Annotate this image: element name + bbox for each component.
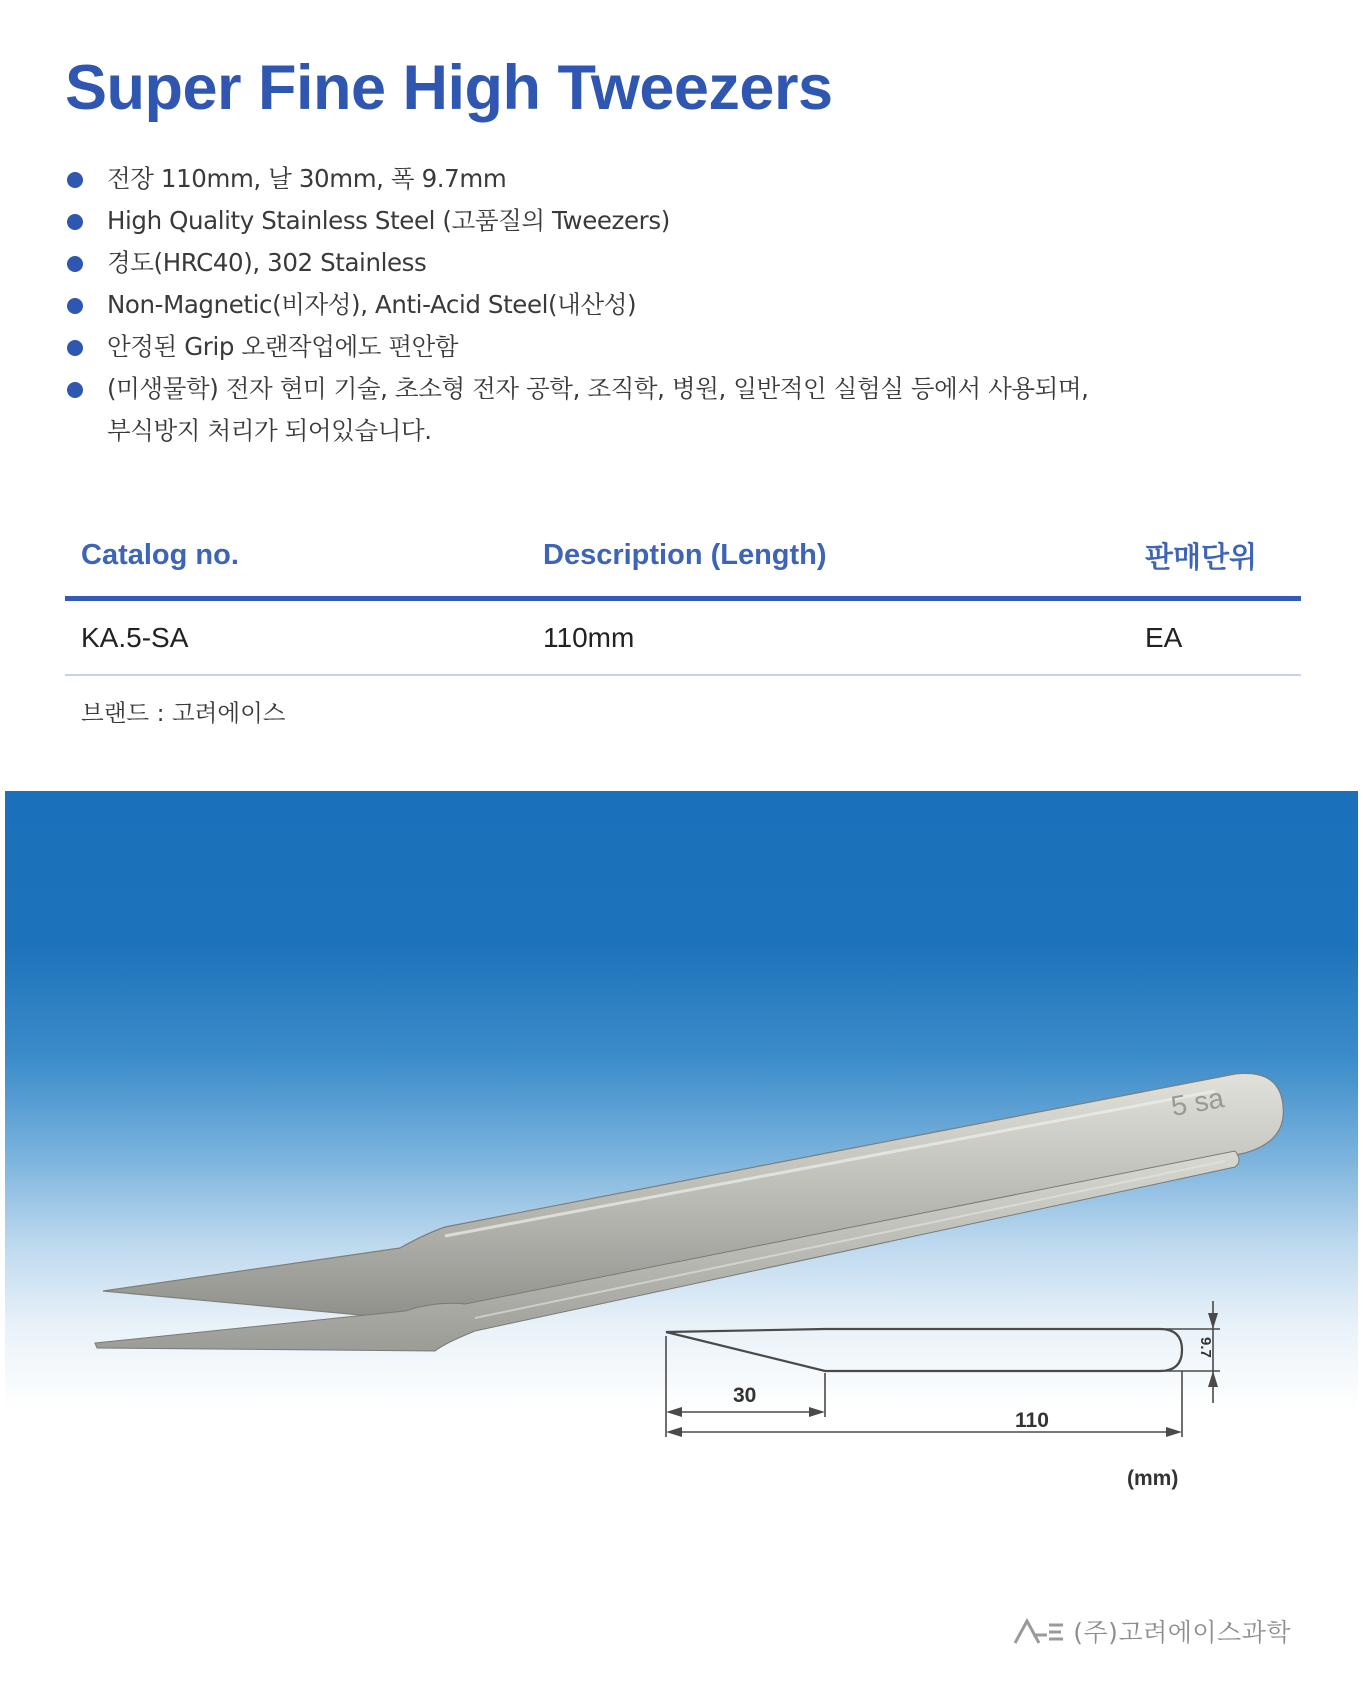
company-footer [1013,1613,1291,1649]
bullet-icon [67,340,83,356]
spec-table [65,524,1301,676]
feature-item [65,368,1215,452]
bullet-icon [67,172,83,188]
tweezers-icon [95,1073,1283,1351]
dimension-length-label: 110 [1015,1409,1049,1432]
tweezers-illustration [5,791,1358,1496]
dimension-width-label: 9.7 [1197,1337,1214,1358]
dimension-arrows [666,1313,1218,1437]
feature-text: 경도(HRC40), 302 Stainless [107,248,427,277]
bullet-icon [67,382,83,398]
feature-item [65,158,1215,200]
feature-item [65,284,1215,326]
feature-text: 안정된 Grip 오랜작업에도 편안함 [107,332,459,361]
feature-text: Non-Magnetic(비자성), Anti-Acid Steel(내산성) [107,290,637,319]
company-logo-icon [1013,1617,1067,1645]
feature-text: 전장 110mm, 날 30mm, 폭 9.7mm [107,164,507,193]
page-title: Super Fine High Tweezers [65,53,833,123]
feature-list [65,158,1215,452]
feature-item [65,200,1215,242]
header-catalog-no: Catalog no. [65,524,527,599]
table-row [65,599,1301,676]
cell-catalog-no: KA.5-SA [65,599,527,676]
header-sales-unit: 판매단위 [1129,524,1301,599]
product-image [5,791,1358,1496]
header-description: Description (Length) [527,524,1129,599]
bullet-icon [67,298,83,314]
engraving-text: 5 sa [1168,1082,1227,1122]
feature-item [65,242,1215,284]
company-name: (주)고려에이스과학 [1073,1618,1291,1647]
table-header-row [65,524,1301,599]
dimension-blade-label: 30 [733,1384,757,1407]
bullet-icon [67,214,83,230]
feature-text-continuation: 부식방지 처리가 되어있습니다. [107,416,432,445]
brand-label: 브랜드 : 고려에이스 [81,699,286,727]
feature-text: (미생물학) 전자 현미 기술, 초소형 전자 공학, 조직학, 병원, 일반적인 실험실 등에서 사용되며, [107,374,1089,403]
unit-label: (mm) [1127,1467,1179,1490]
cell-sales-unit: EA [1129,599,1301,676]
cell-description: 110mm [527,599,1129,676]
bullet-icon [67,256,83,272]
dimension-diagram [666,1301,1220,1437]
feature-text: High Quality Stainless Steel (고품질의 Tweezers) [107,206,670,235]
feature-item [65,326,1215,368]
